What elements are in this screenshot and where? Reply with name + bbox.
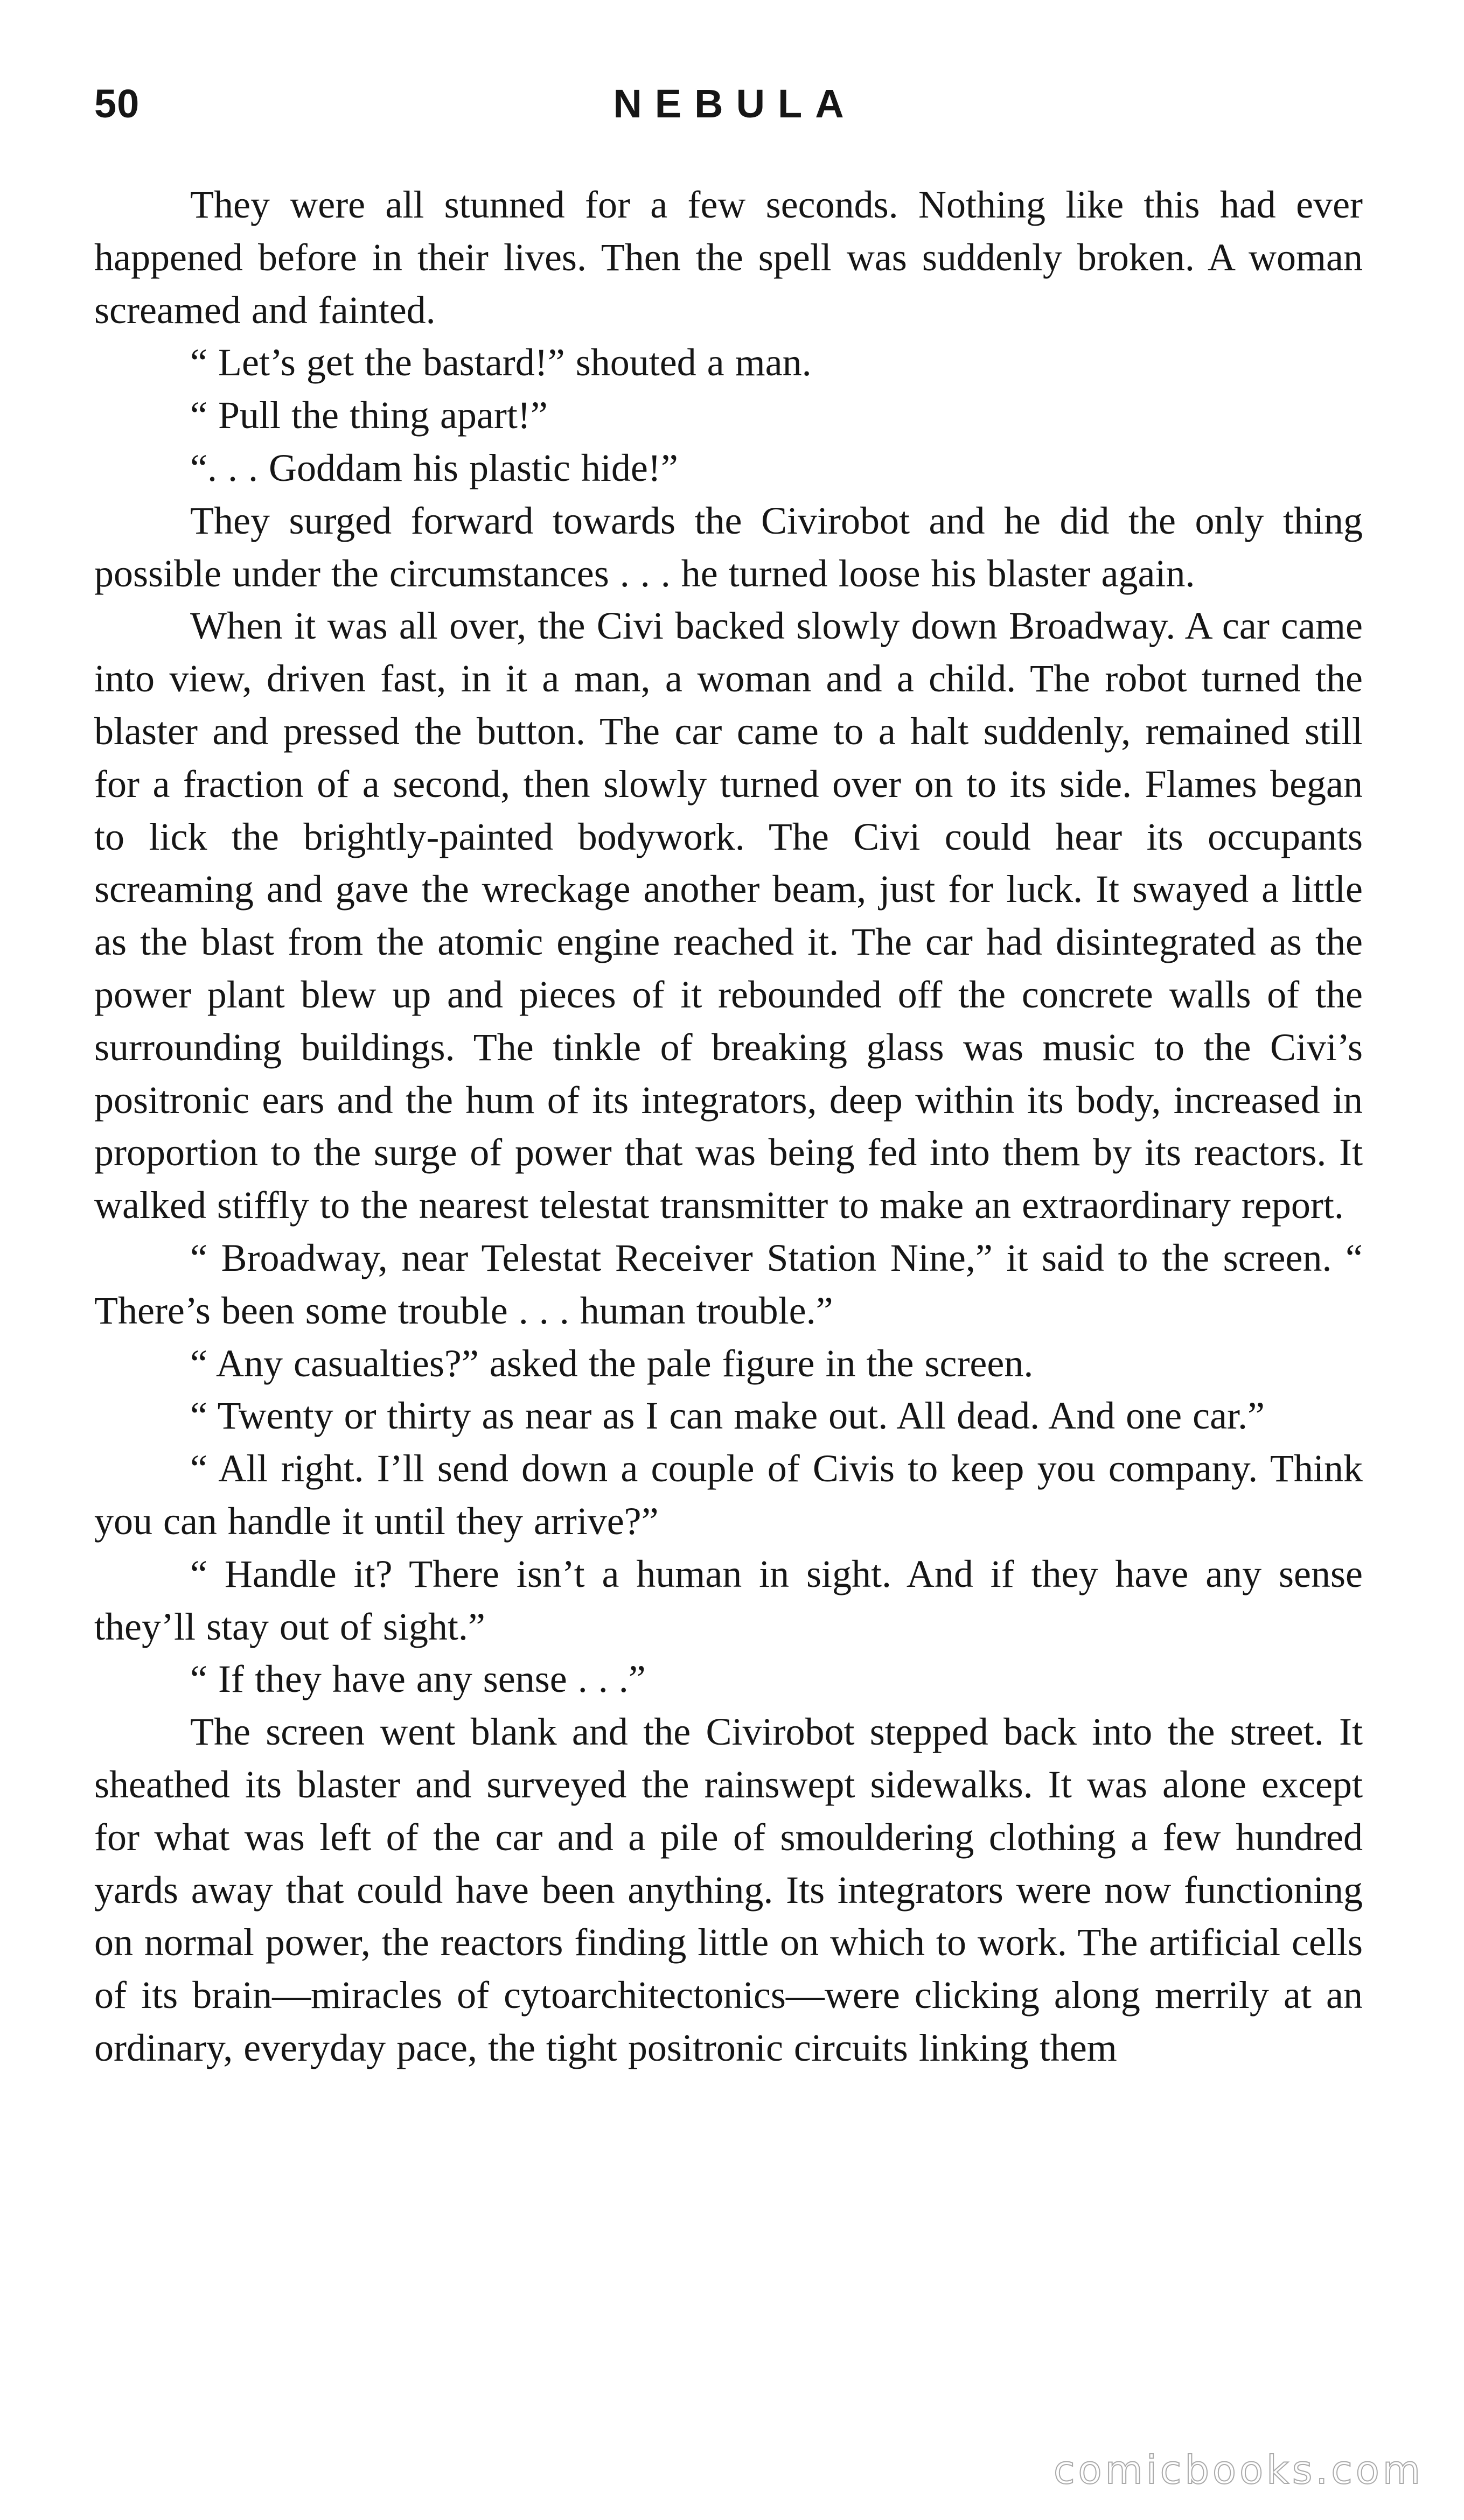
paragraph: They surged forward towards the Civirobot and he did the only thing possible under the circumstances . . . he turned loose his blaster again.	[94, 499, 1363, 595]
paragraph: They were all stunned for a few seconds. Nothing like this had ever happened before in their lives. Then the spell was suddenly broken. A woman screamed and fainted.	[94, 183, 1363, 332]
page-number: 50	[94, 81, 140, 126]
paragraph: The screen went blank and the Civirobot stepped back into the street. It sheathed its blaster and surveyed the rainswept sidewalks. It was alone except for what was left of the car and a pile of smouldering clothing a few hundred yards away that could have been anything. Its integrators were now functioning on normal power, the reactors finding little on which to work. The artificial cells of its brain—miracles of cytoarchitectonics—were clicking along merrily at an ordinary, everyday pace, the tight positronic circuits linking them	[94, 1710, 1363, 2069]
paragraph: “ If they have any sense . . .”	[190, 1657, 646, 1701]
paragraph: “ Pull the thing apart!”	[190, 394, 548, 437]
paragraph: “ Let’s get the bastard!” shouted a man.	[190, 341, 812, 384]
watermark: comicbooks.com	[1053, 2447, 1424, 2493]
paragraph: “ All right. I’ll send down a couple of Civis to keep you company. Think you can handle it until they arrive?”	[94, 1447, 1363, 1543]
paragraph: “ Broadway, near Telestat Receiver Station Nine,” it said to the screen. “ There’s been some trouble . . . human trouble.”	[94, 1236, 1363, 1332]
story-text	[94, 179, 1363, 2075]
running-title: NEBULA	[613, 81, 857, 126]
paragraph: When it was all over, the Civi backed slowly down Broadway. A car came into view, driven fast, in it a man, a woman and a child. The robot turned the blaster and pressed the button. The car came to a halt suddenly, remained still for a fraction of a second, then slowly turned over on to its side. Flames began to lick the brightly-painted bodywork. The Civi could hear its occupants screaming and gave the wreckage another beam, just for luck. It swayed a little as the blast from the atomic engine reached it. The car had disintegrated as the power plant blew up and pieces of it rebounded off the concrete walls of the surrounding buildings. The tinkle of breaking glass was music to the Civi’s positronic ears and the hum of its integrators, deep within its body, increased in proportion to the surge of power that was being fed into them by its reactors. It walked stiffly to the nearest telestat transmitter to make an extraordinary report.	[94, 604, 1363, 1227]
paragraph: “ Handle it? There isn’t a human in sight. And if they have any sense they’ll stay out of sight.”	[94, 1552, 1363, 1648]
page-header	[94, 81, 1363, 135]
paragraph: “ Twenty or thirty as near as I can make out. All dead. And one car.”	[190, 1394, 1265, 1438]
paragraph: “. . . Goddam his plastic hide!”	[190, 446, 678, 489]
paragraph: “ Any casualties?” asked the pale figure in the screen.	[190, 1341, 1034, 1385]
